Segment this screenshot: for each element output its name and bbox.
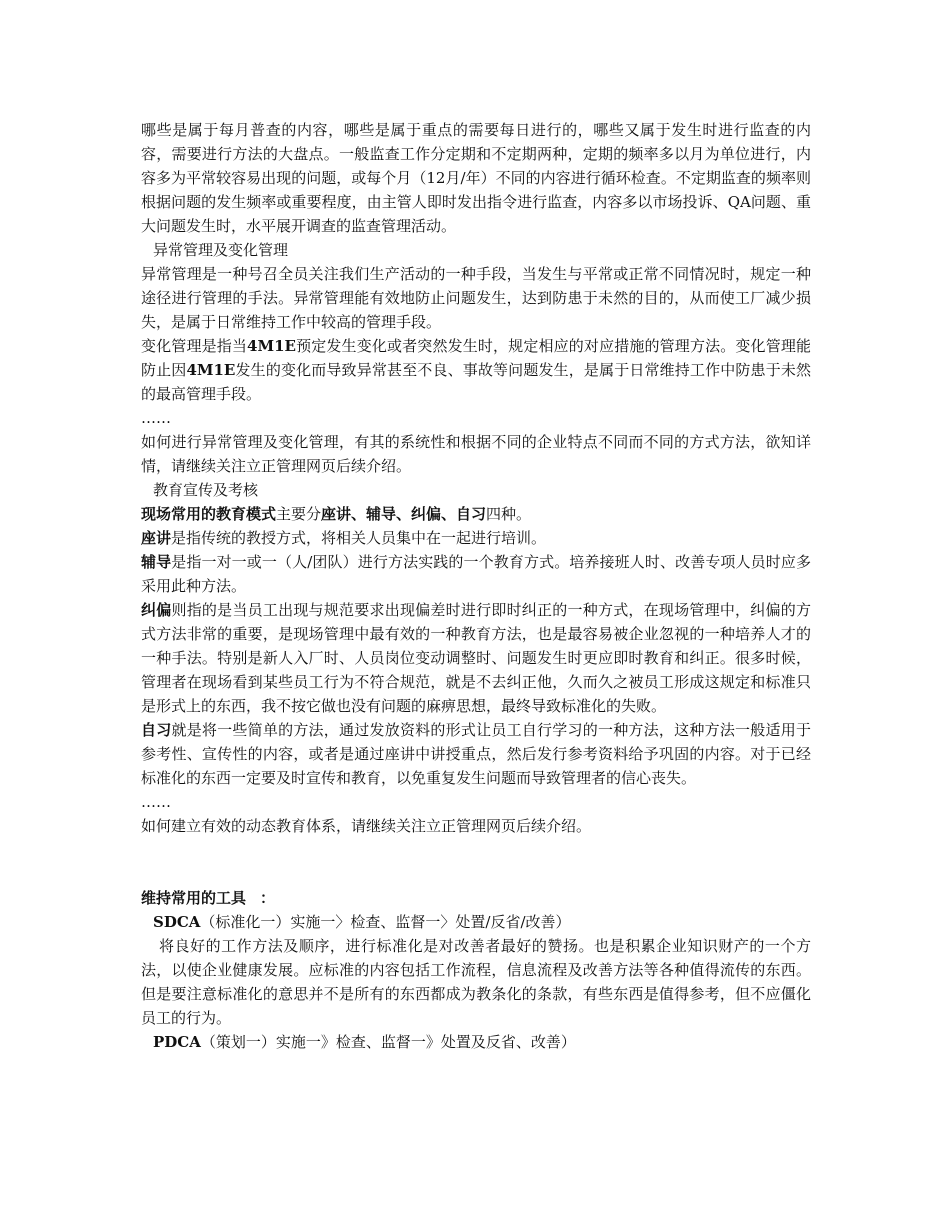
spacer	[141, 838, 811, 862]
section-heading-education: 教育宣传及考核	[153, 481, 259, 499]
abnormal-more-paragraph: 如何进行异常管理及变化管理，有其的系统性和根据不同的企业特点不同而不同的方式方法，欲知详情，请继续关注立正管理网页后续介绍。	[141, 433, 811, 475]
section-heading-abnormal: 异常管理及变化管理	[153, 241, 289, 259]
document-body	[141, 118, 811, 1054]
lecture-paragraph: 座讲是指传统的教授方式，将相关人员集中在一起进行培训。	[141, 529, 547, 547]
abnormal-paragraph: 异常管理是一种号召全员关注我们生产活动的一种手段，当发生与平常或正常不同情况时，规定一种途径进行管理的手法。异常管理能有效地防止问题发生，达到防患于未然的目的，从而使工厂减少损失，是属于日常维持工作中较高的管理手段。	[141, 265, 811, 331]
sdca-line: SDCA（标准化一）实施一〉检查、监督一〉处置/反省/改善）	[153, 913, 571, 931]
ellipsis: ……	[141, 793, 171, 811]
sdca-paragraph: 将良好的工作方法及顺序，进行标准化是对改善者最好的赞扬。也是积累企业知识财产的一个方法，以使企业健康发展。应标准的内容包括工作流程，信息流程及改善方法等各种值得流传的东西。但是要注意标准化的意思并不是所有的东西都成为教条化的条款，有些东西是值得参考，但不应僵化员工的行为。	[141, 937, 811, 1027]
spacer	[141, 862, 811, 886]
coach-paragraph: 辅导是指一对一或一（人/团队）进行方法实践的一个教育方式。培养接班人时、改善专项人员时应多采用此种方法。	[141, 553, 811, 595]
correct-paragraph: 纠偏则指的是当员工出现与规范要求出现偏差时进行即时纠正的一种方式，在现场管理中，纠偏的方式方法非常的重要，是现场管理中最有效的一种教育方法，也是最容易被企业忽视的一种培养人才的一种手法。特别是新人入厂时、人员岗位变动调整时、问题发生时更应即时教育和纠正。很多时候，管理者在现场看到某些员工行为不符合规范，就是不去纠正他，久而久之被员工形成这规定和标准只是形式上的东西，我不按它做也没有问题的麻痹思想，最终导致标准化的失败。	[141, 601, 811, 715]
monitor-paragraph: 哪些是属于每月普查的内容，哪些是属于重点的需要每日进行的，哪些又属于发生时进行监查的内容，需要进行方法的大盘点。一般监查工作分定期和不定期两种，定期的频率多以月为单位进行，内容多为平常较容易出现的问题，或每个月（12月/年）不同的内容进行循环检查。不定期监查的频率则根据问题的发生频率或重要程度，由主管人即时发出指令进行监查，内容多以市场投诉、QA问题、重大问题发生时，水平展开调查的监查管理活动。	[141, 121, 811, 235]
ellipsis: ……	[141, 409, 171, 427]
modes-paragraph: 现场常用的教育模式主要分座讲、辅导、纠偏、自习四种。	[141, 505, 532, 523]
self-study-paragraph: 自习就是将一些简单的方法，通过发放资料的形式让员工自行学习的一种方法，这种方法一般适用于参考性、宣传性的内容，或者是通过座讲中讲授重点，然后发行参考资料给予巩固的内容。对于已经标准化的东西一定要及时宣传和教育，以免重复发生问题而导致管理者的信心丧失。	[141, 721, 811, 787]
change-paragraph: 变化管理是指当4M1E预定发生变化或者突然发生时，规定相应的对应措施的管理方法。变化管理能防止因4M1E发生的变化而导致异常甚至不良、事故等问题发生，是属于日常维持工作中防患于未然的最高管理手段。	[141, 337, 811, 403]
tools-heading: 维持常用的工具 ：	[141, 889, 276, 907]
education-more-paragraph: 如何建立有效的动态教育体系，请继续关注立正管理网页后续介绍。	[141, 817, 592, 835]
pdca-line: PDCA（策划一）实施一》检查、监督一》处置及反省、改善）	[153, 1033, 576, 1051]
